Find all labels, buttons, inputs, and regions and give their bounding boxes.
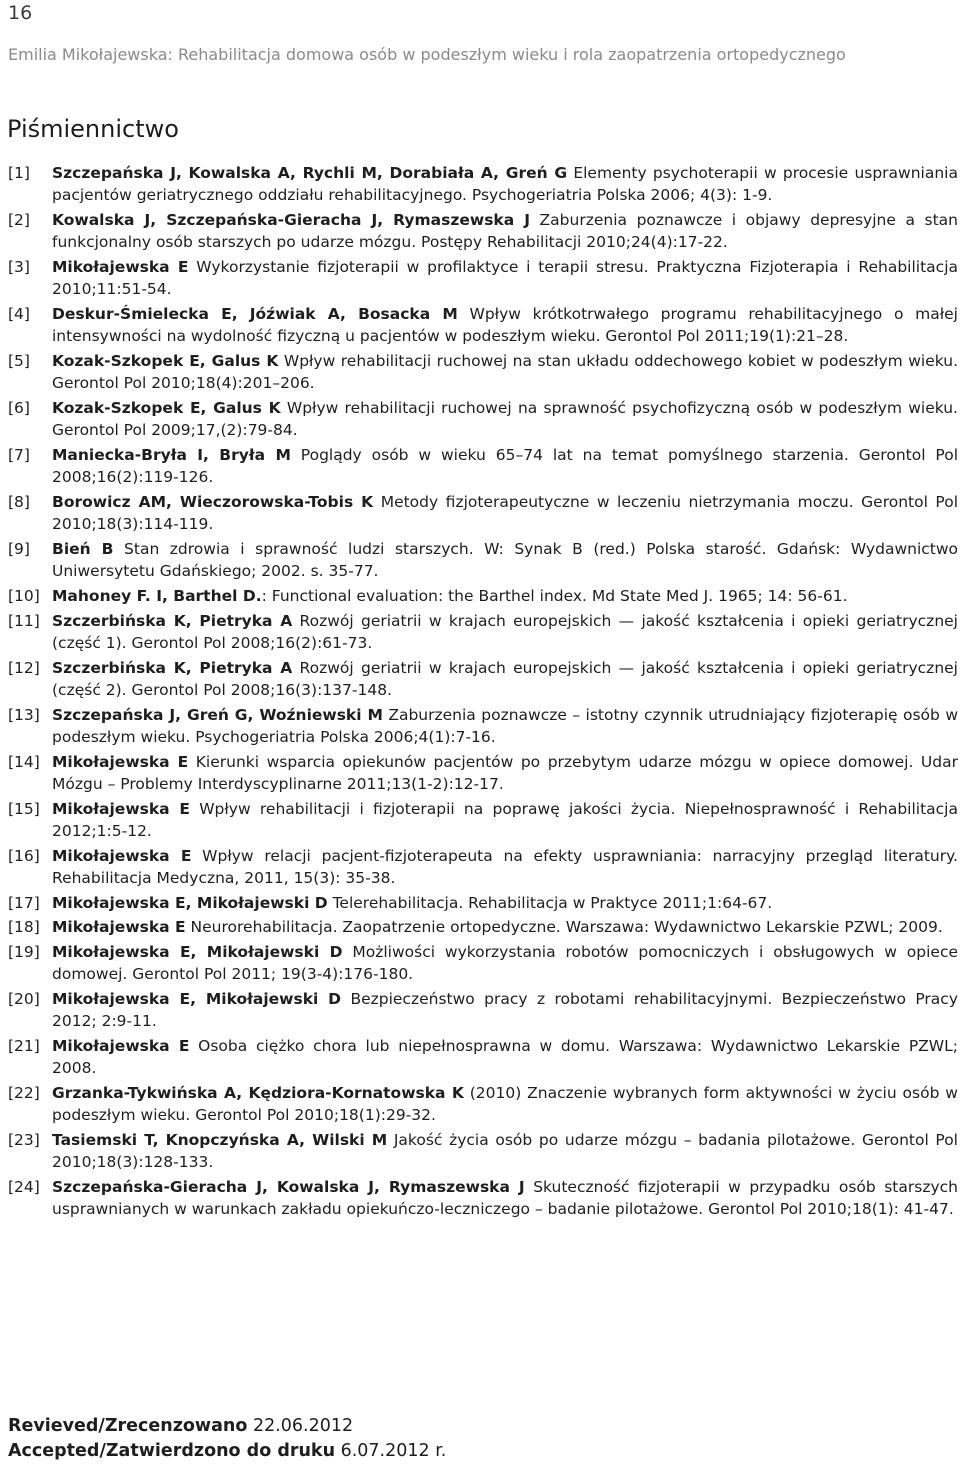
reference-number: [22] [8,1083,40,1102]
accepted-label: Accepted/Zatwierdzono do druku [8,1441,336,1461]
accepted-line [8,1439,446,1464]
reference-text: Jakość życia osób po udarze mózgu – badania pilotażowe. Gerontol Pol 2010;18(3):128-133. [52,1130,958,1172]
reference-item [8,585,958,607]
reference-text: Telerehabilitacja. Rehabilitacja w Praktyce 2011;1:64-67. [327,893,773,912]
reference-number: [19] [8,942,40,961]
reference-authors: Tasiemski T, Knopczyńska A, Wilski M [52,1130,388,1149]
reference-item [8,350,958,395]
accepted-date: 6.07.2012 r. [335,1441,447,1461]
reference-authors: Mikołajewska E [52,846,192,865]
reference-authors: Szczepańska J, Greń G, Woźniewski M [52,705,383,724]
reference-number: [16] [8,846,40,865]
reference-authors: Grzanka-Tykwińska A, Kędziora-Kornatowska K [52,1083,464,1102]
reference-item [8,1129,958,1174]
reference-item [8,1035,958,1080]
reviewed-line [8,1414,446,1439]
reference-item [8,209,958,254]
reference-text: Elementy psychoterapii w procesie usprawniania pacjentów geriatrycznego oddziału rehabilitacyjnego. Psychogeriatria Polska 2006; 4(3): 1-9. [52,164,958,205]
reference-item [8,916,958,938]
reference-item [8,397,958,442]
reference-authors: Mikołajewska E, Mikołajewski D [52,942,343,961]
reference-authors: Borowicz AM, Wieczorowska-Tobis K [52,493,374,511]
page-number: 16 [8,2,33,24]
reference-authors: Deskur-Śmielecka E, Jóźwiak A, Bosacka M [52,305,458,323]
reviewed-label: Revieved/Zrecenzowano [8,1416,248,1436]
reference-authors: Szczepańska-Gieracha J, Kowalska J, Rymaszewska J [52,1177,525,1196]
reference-authors: Mikołajewska E [52,918,186,937]
reference-item [8,538,958,583]
reference-number: [11] [8,611,40,630]
reference-number: [8] [8,493,30,511]
reference-text: Skuteczność fizjoterapii w przypadku osób starszych usprawnianych w warunkach zakładu opiekuńczo-leczniczego – badanie pilotażowe. Gerontol Pol 2010;18(1): 41-47. [52,1177,958,1219]
reference-text: Zaburzenia poznawcze i objawy depresyjne a stan funkcjonalny osób starszych po udarze mózgu. Postępy Rehabilitacji 2010;24(4):17-22. [52,211,958,252]
reference-authors: Mikołajewska E, Mikołajewski D [52,989,342,1008]
reference-number: [5] [8,352,30,370]
reference-item [8,444,958,489]
reference-text: Metody fizjoterapeutyczne w leczeniu nietrzymania moczu. Gerontol Pol 2010;18(3):114-119. [52,493,958,534]
reference-authors: Mikołajewska E [52,258,189,276]
reference-text: Wpływ rehabilitacji ruchowej na stan układu oddechowego kobiet w podeszłym wieku. Gerontol Pol 2010;18(4):201–206. [52,352,958,393]
reference-number: [17] [8,893,40,912]
reference-item [8,303,958,348]
reference-number: [7] [8,446,30,464]
reviewed-date: 22.06.2012 [247,1416,354,1436]
reference-authors: Maniecka-Bryła I, Bryła M [52,446,291,464]
reference-item [8,256,958,301]
reference-item [8,162,958,207]
review-dates [8,1414,446,1464]
reference-number: [15] [8,799,40,818]
running-head: Emilia Mikołajewska: Rehabilitacja domowa osób w podeszłym wieku i rola zaopatrzenia ortopedycznego [8,45,846,64]
section-title: Piśmiennictwo [7,115,179,143]
reference-item [8,751,958,796]
reference-number: [4] [8,305,30,323]
reference-text: Poglądy osób w wieku 65–74 lat na temat pomyślnego starzenia. Gerontol Pol 2008;16(2):119-126. [52,446,958,487]
reference-number: [18] [8,918,40,937]
reference-text: Kierunki wsparcia opiekunów pacjentów po przebytym udarze mózgu w opiece domowej. Udar Mózgu – Problemy Interdyscyplinarne 2011;13(1-2):12-17. [52,752,958,793]
reference-text: Bezpieczeństwo pracy z robotami rehabilitacyjnymi. Bezpieczeństwo Pracy 2012; 2:9-11. [52,989,958,1031]
reference-text: Osoba ciężko chora lub niepełnosprawna w domu. Warszawa: Wydawnictwo Lekarskie PZWL; 2008. [52,1036,958,1078]
reference-text: Rozwój geriatrii w krajach europejskich — jakość kształcenia i opieki geriatrycznej (część 1). Gerontol Pol 2008;16(2):61-73. [52,611,958,652]
reference-authors: Mikołajewska E [52,752,189,771]
reference-item [8,704,958,749]
reference-number: [23] [8,1130,40,1149]
reference-text: Neurorehabilitacja. Zaopatrzenie ortopedyczne. Warszawa: Wydawnictwo Lekarskie PZWL; 2009. [185,918,943,937]
reference-text: Możliwości wykorzystania robotów pomocniczych i obsługowych w opiece domowej. Gerontol Pol 2011; 19(3-4):176-180. [52,942,959,984]
reference-number: [6] [8,399,30,417]
reference-number: [1] [8,164,30,182]
reference-item [8,657,958,702]
reference-text: Wpływ rehabilitacji ruchowej na sprawność psychofizyczną osób w podeszłym wieku. Gerontol Pol 2009;17,(2):79-84. [52,399,958,440]
reference-number: [12] [8,658,40,677]
reference-authors: Szczerbińska K, Pietryka A [52,611,293,630]
reference-number: [21] [8,1036,40,1055]
reference-text: Wpływ krótkotrwałego programu rehabilitacyjnego o małej intensywności na wydolność fizyczną u pacjentów w podeszłym wieku. Gerontol Pol 2011;19(1):21–28. [52,305,958,346]
reference-item [8,798,958,843]
reference-authors: Mikołajewska E [52,1036,190,1055]
reference-text: Wykorzystanie fizjoterapii w profilaktyce i terapii stresu. Praktyczna Fizjoterapia i Rehabilitacja 2010;11:51-54. [52,258,958,299]
reference-text: Rozwój geriatrii w krajach europejskich — jakość kształcenia i opieki geriatrycznej (część 2). Gerontol Pol 2008;16(3):137-148. [52,658,958,699]
reference-authors: Bień B [52,540,114,558]
reference-item [8,491,958,536]
reference-text: (2010) Znaczenie wybranych form aktywności w życiu osób w podeszłym wieku. Gerontol Pol 2010;18(1):29-32. [52,1083,958,1125]
reference-text: Zaburzenia poznawcze – istotny czynnik utrudniający fizjoterapię osób w podeszłym wieku. Psychogeriatria Polska 2006;4(1):7-16. [52,705,958,746]
reference-authors: Kozak-Szkopek E, Galus K [52,352,279,370]
reference-list [8,162,958,1223]
reference-number: [2] [8,211,30,229]
reference-item [8,892,958,914]
reference-text: Wpływ rehabilitacji i fizjoterapii na poprawę jakości życia. Niepełnosprawność i Rehabilitacja 2012;1:5-12. [52,799,958,840]
reference-number: [14] [8,752,40,771]
reference-text: Wpływ relacji pacjent-fizjoterapeuta na efekty usprawniania: narracyjny przegląd literatury. Rehabilitacja Medyczna, 2011, 15(3): 35-38. [52,846,958,887]
reference-number: [13] [8,705,40,724]
reference-number: [20] [8,989,40,1008]
reference-authors: Mikołajewska E [52,799,190,818]
reference-authors: Mahoney F. I, Barthel D. [52,587,262,605]
reference-authors: Szczepańska J, Kowalska A, Rychli M, Dorabiała A, Greń G [52,164,568,182]
reference-number: [9] [8,540,30,558]
reference-number: [24] [8,1177,40,1196]
reference-item [8,610,958,655]
reference-authors: Kowalska J, Szczepańska-Gieracha J, Rymaszewska J [52,211,530,229]
reference-authors: Kozak-Szkopek E, Galus K [52,399,281,417]
reference-item [8,941,958,986]
reference-number: [3] [8,258,30,276]
reference-text: Stan zdrowia i sprawność ludzi starszych. W: Synak B (red.) Polska starość. Gdańsk: Wydawnictwo Uniwersytetu Gdańskiego; 2002. s. 35-77. [52,540,959,581]
reference-text: : Functional evaluation: the Barthel index. Md State Med J. 1965; 14: 56-61. [261,587,848,605]
reference-item [8,845,958,890]
reference-item [8,988,958,1033]
reference-authors: Szczerbińska K, Pietryka A [52,658,293,677]
reference-number: [10] [8,587,40,605]
reference-item [8,1176,958,1221]
reference-item [8,1082,958,1127]
reference-authors: Mikołajewska E, Mikołajewski D [52,893,328,912]
